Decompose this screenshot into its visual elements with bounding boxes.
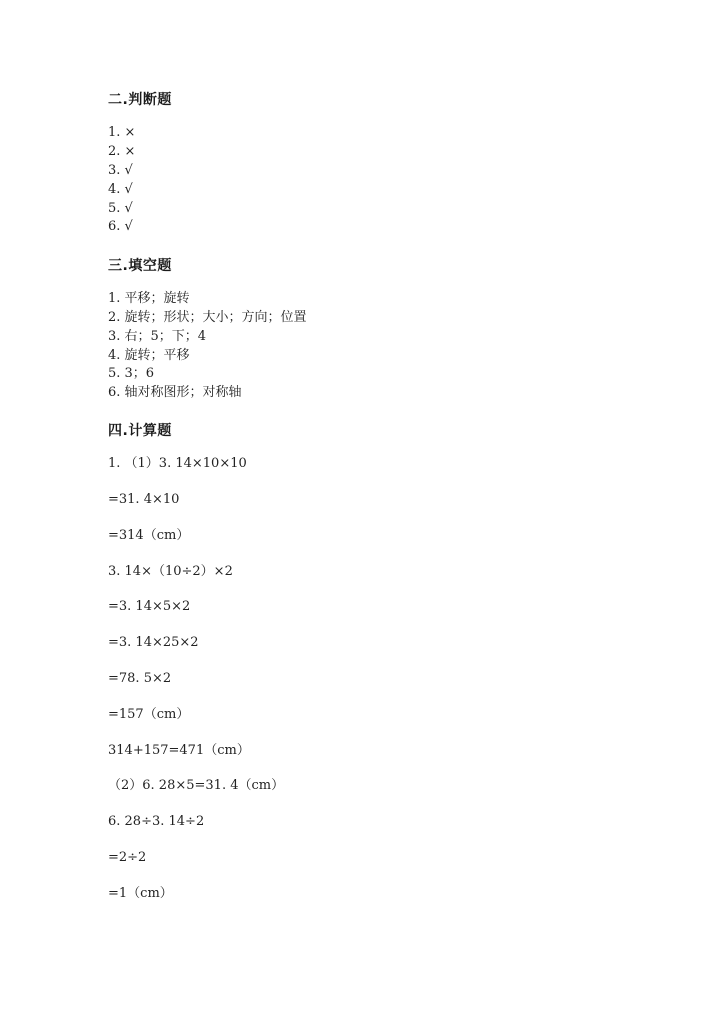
judgment-answer-3: 3. √	[108, 163, 133, 178]
section-title-fill-blank: 三.填空题	[108, 258, 172, 274]
calc-line: =3. 14×25×2	[108, 635, 199, 650]
fill-answer-3: 3. 右；5；下；4	[108, 329, 207, 344]
fill-answer-4: 4. 旋转；平移	[108, 348, 190, 363]
calc-line: =1（cm）	[108, 886, 173, 901]
calc-line: 6. 28÷3. 14÷2	[108, 814, 205, 829]
calc-line: =78. 5×2	[108, 671, 172, 686]
judgment-answer-6: 6. √	[108, 219, 133, 234]
fill-answer-5: 5. 3；6	[108, 366, 155, 381]
fill-answer-2: 2. 旋转；形状；大小；方向；位置	[108, 310, 307, 325]
calc-line: （2）6. 28×5=31. 4（cm）	[108, 778, 285, 793]
calc-line: =3. 14×5×2	[108, 599, 191, 614]
calc-line: =2÷2	[108, 850, 147, 865]
calc-line: =157（cm）	[108, 707, 190, 722]
section-title-calculation: 四.计算题	[108, 423, 172, 439]
calc-line: 3. 14×（10÷2）×2	[108, 564, 233, 579]
calc-line: =31. 4×10	[108, 492, 180, 507]
fill-answer-1: 1. 平移；旋转	[108, 291, 190, 306]
calc-line: 1. （1）3. 14×10×10	[108, 456, 247, 471]
fill-answer-6: 6. 轴对称图形；对称轴	[108, 385, 242, 400]
calc-line: 314+157=471（cm）	[108, 743, 250, 758]
judgment-answer-4: 4. √	[108, 182, 133, 197]
judgment-answer-2: 2. ×	[108, 144, 136, 159]
section-title-judgment: 二.判断题	[108, 92, 172, 108]
judgment-answer-1: 1. ×	[108, 125, 136, 140]
calc-line: =314（cm）	[108, 528, 190, 543]
judgment-answer-5: 5. √	[108, 201, 133, 216]
